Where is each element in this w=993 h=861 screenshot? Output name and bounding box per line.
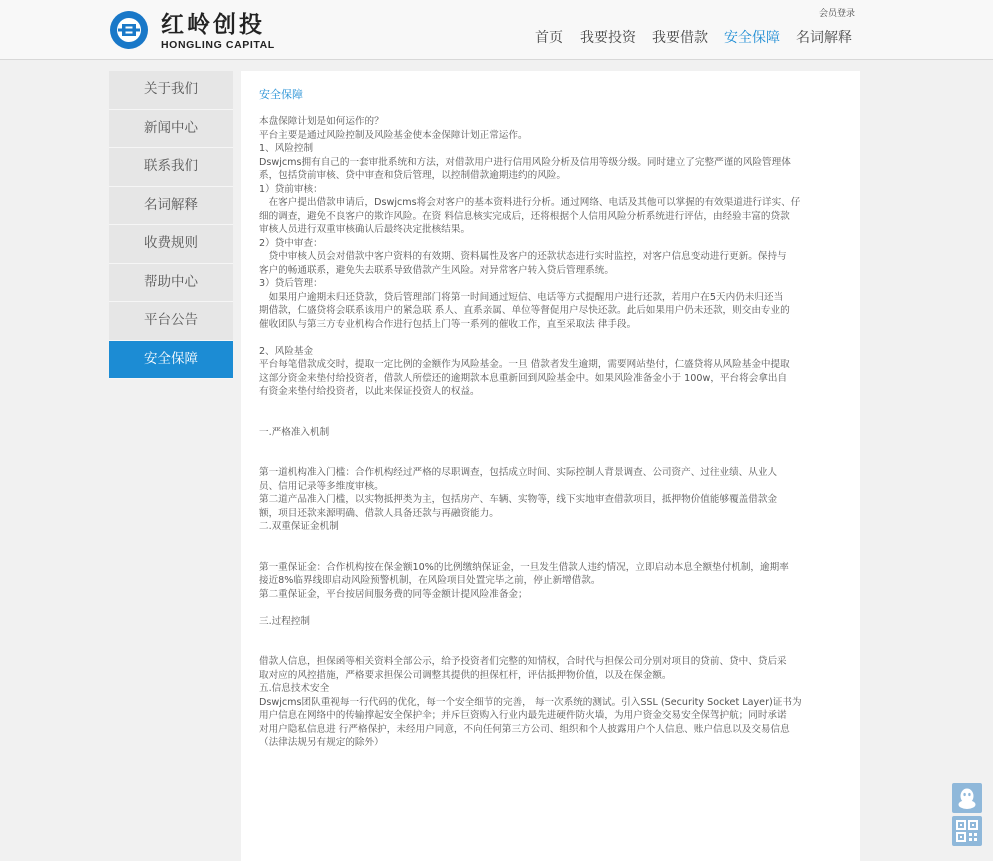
article-line <box>259 628 843 642</box>
sidebar-item-fees[interactable]: 收费规则 <box>109 225 233 264</box>
article-line <box>259 331 843 345</box>
article-line: 如果用户逾期未归还贷款，贷后管理部门将第一时间通过短信、电话等方式提醒用户进行还款，若用户在5天内仍未归还当 <box>259 291 784 303</box>
article-line: 三.过程控制 <box>259 615 311 627</box>
content-inner <box>259 88 843 750</box>
article-line: 额，项目还款来源明确、借款人具备还款与再融资能力。 <box>259 507 499 519</box>
article-line: 2）贷中审查： <box>259 237 323 249</box>
article-line: 3）贷后管理： <box>259 278 323 289</box>
member-login-link[interactable]: 会员登录 <box>818 9 855 19</box>
article-line: 取对应的风控措施，严格要求担保公司调整其提供的担保杠杆，评估抵押物价值，以及在保金额。 <box>259 669 672 681</box>
article-line: 用户信息在网络中的传输撑起安全保护伞；并斥巨资购入行业内最先进硬件防火墙，为用户资金交易安全保驾护航；同时承诺 <box>259 710 787 721</box>
article-line <box>259 439 843 453</box>
nav-glossary[interactable]: 名词解释 <box>796 30 852 46</box>
article-line: 催收团队与第三方专业机构合作进行包括上门等一系列的催收工作，直至采取法 律手段。 <box>259 318 637 330</box>
article-line <box>259 399 843 413</box>
article-body <box>259 115 843 750</box>
article-line: 1、风险控制 <box>259 143 314 154</box>
article-line <box>259 453 843 467</box>
article-line: 二.双重保证金机制 <box>259 521 339 532</box>
logo-english-text: HONGLING CAPITAL <box>161 39 275 51</box>
article-line <box>259 412 843 426</box>
logo-chinese-text: 红岭创投 <box>161 12 265 38</box>
article-line: 这部分资金来垫付给投资者，借款人所偿还的逾期款本息重新回到风险基金中。如果风险准备金小于 100w，平台将会拿出自 <box>259 372 788 384</box>
article-line: （法律法规另有规定的除外） <box>259 737 384 748</box>
article-line: 贷中审核人员会对借款中客户资料的有效期、资料属性及客户的还款状态进行实时监控，对客户信息变动进行更新。保持与 <box>259 251 787 262</box>
sidebar-item-news[interactable]: 新闻中心 <box>109 110 233 149</box>
article-line <box>259 534 843 548</box>
article-line: 审核人员进行双重审核确认后最终决定批核结果。 <box>259 224 471 235</box>
qq-penguin-icon <box>952 783 982 813</box>
article-line: 借款人信息，担保函等相关资料全部公示，给予投资者们完整的知情权，合时代与担保公司分别对项目的贷前、贷中、贷后采 <box>259 656 787 667</box>
nav-borrow[interactable]: 我要借款 <box>652 30 708 46</box>
article-line: 在客户提出借款申请后，Dswjcms将会对客户的基本资料进行分析。通过网络、电话及其他可以掌握的有效渠道进行详实、仔 <box>259 197 801 208</box>
qr-code-icon <box>952 816 982 846</box>
article-line: 对用户隐私信息进 行严格保护，未经用户同意，不向任何第三方公司、组织和个人披露用户个人信息、账户信息以及交易信息 <box>259 723 790 735</box>
article-line: 第二重保证金，平台按居间服务费的同等金额计提风险准备金； <box>259 588 528 600</box>
article-line: 有资金来垫付给投资者，以此来保证投资人的权益。 <box>259 386 480 397</box>
sidebar-item-about[interactable]: 关于我们 <box>109 71 233 110</box>
article-line: 期借款，仁盛贷将会联系该用户的紧急联 系人、直系亲属、单位等督促用户尽快还款。此后如果用户仍未还款，则交由专业的 <box>259 305 790 316</box>
article-line: 接近8%临界线即启动风险预警机制，在风险项目处置完毕之前，停止新增借款。 <box>259 575 601 586</box>
article-line: 客户的畅通联系，避免失去联系导致借款产生风险。对异常客户转入贷后管理系统。 <box>259 264 614 276</box>
sidebar-item-announcements[interactable]: 平台公告 <box>109 302 233 341</box>
sidebar-nav <box>109 71 233 379</box>
article-line: 一.严格准入机制 <box>259 426 330 438</box>
article-line: 系，包括贷前审核、贷中审查和贷后管理，以控制借款逾期违约的风险。 <box>259 170 566 181</box>
article-line <box>259 642 843 656</box>
article-line: 1）贷前审核： <box>259 183 323 195</box>
article-line: 第一重保证金：合作机构按在保金额10%的比例缴纳保证金，一旦发生借款人违约情况，立即启动本息全额垫付机制，逾期率 <box>259 561 789 573</box>
nav-security[interactable]: 安全保障 <box>724 30 780 46</box>
sidebar-item-contact[interactable]: 联系我们 <box>109 148 233 187</box>
article-line <box>259 547 843 561</box>
site-header <box>0 0 993 60</box>
sidebar-item-help[interactable]: 帮助中心 <box>109 264 233 303</box>
article-line: 五.信息技术安全 <box>259 683 330 694</box>
article-line: 2、风险基金 <box>259 345 314 357</box>
article-line: 平台主要是通过风险控制及风险基金使本金保障计划正常运作。 <box>259 129 528 141</box>
article-line: Dswjcms团队重视每一行代码的优化，每一个安全细节的完善， 每一次系统的测试。引入SSL (Security Socket Layer)证书为 <box>259 696 802 708</box>
article-line: 平台每笔借款成交时，提取一定比例的金额作为风险基金。一旦 借款者发生逾期，需要网站垫付，仁盛贷将从风险基金中提取 <box>259 359 790 370</box>
article-line: 员、信用记录等多维度审核。 <box>259 480 384 492</box>
article-line: 第二道产品准入门槛，以实物抵押类为主，包括房产、车辆、实物等，线下实地审查借款项目，抵押物价值能够覆盖借款金 <box>259 494 778 505</box>
qq-support-button[interactable] <box>952 783 982 813</box>
article-line <box>259 601 843 615</box>
main-nav <box>0 28 993 48</box>
sidebar-item-glossary[interactable]: 名词解释 <box>109 187 233 226</box>
nav-invest[interactable]: 我要投资 <box>580 30 636 46</box>
content-panel <box>241 71 860 861</box>
article-line: 本盘保障计划是如何运作的？ <box>259 116 384 127</box>
sidebar-item-security[interactable]: 安全保障 <box>109 341 233 380</box>
nav-home[interactable]: 首页 <box>535 30 563 46</box>
page-title: 安全保障 <box>259 88 303 101</box>
qr-code-button[interactable] <box>952 816 982 846</box>
article-line: Dswjcms拥有自己的一套审批系统和方法，对借款用户进行信用风险分析及信用等级分级。同时建立了完整严谨的风险管理体 <box>259 156 791 168</box>
article-line: 第一道机构准入门槛：合作机构经过严格的尽职调查，包括成立时间、实际控制人背景调查、公司资产、过往业绩、从业人 <box>259 467 778 478</box>
article-line: 细的调查，避免不良客户的欺诈风险。在资 料信息核实完成后，还将根据个人信用风险分析系统进行评估，由经验丰富的贷款 <box>259 210 790 222</box>
